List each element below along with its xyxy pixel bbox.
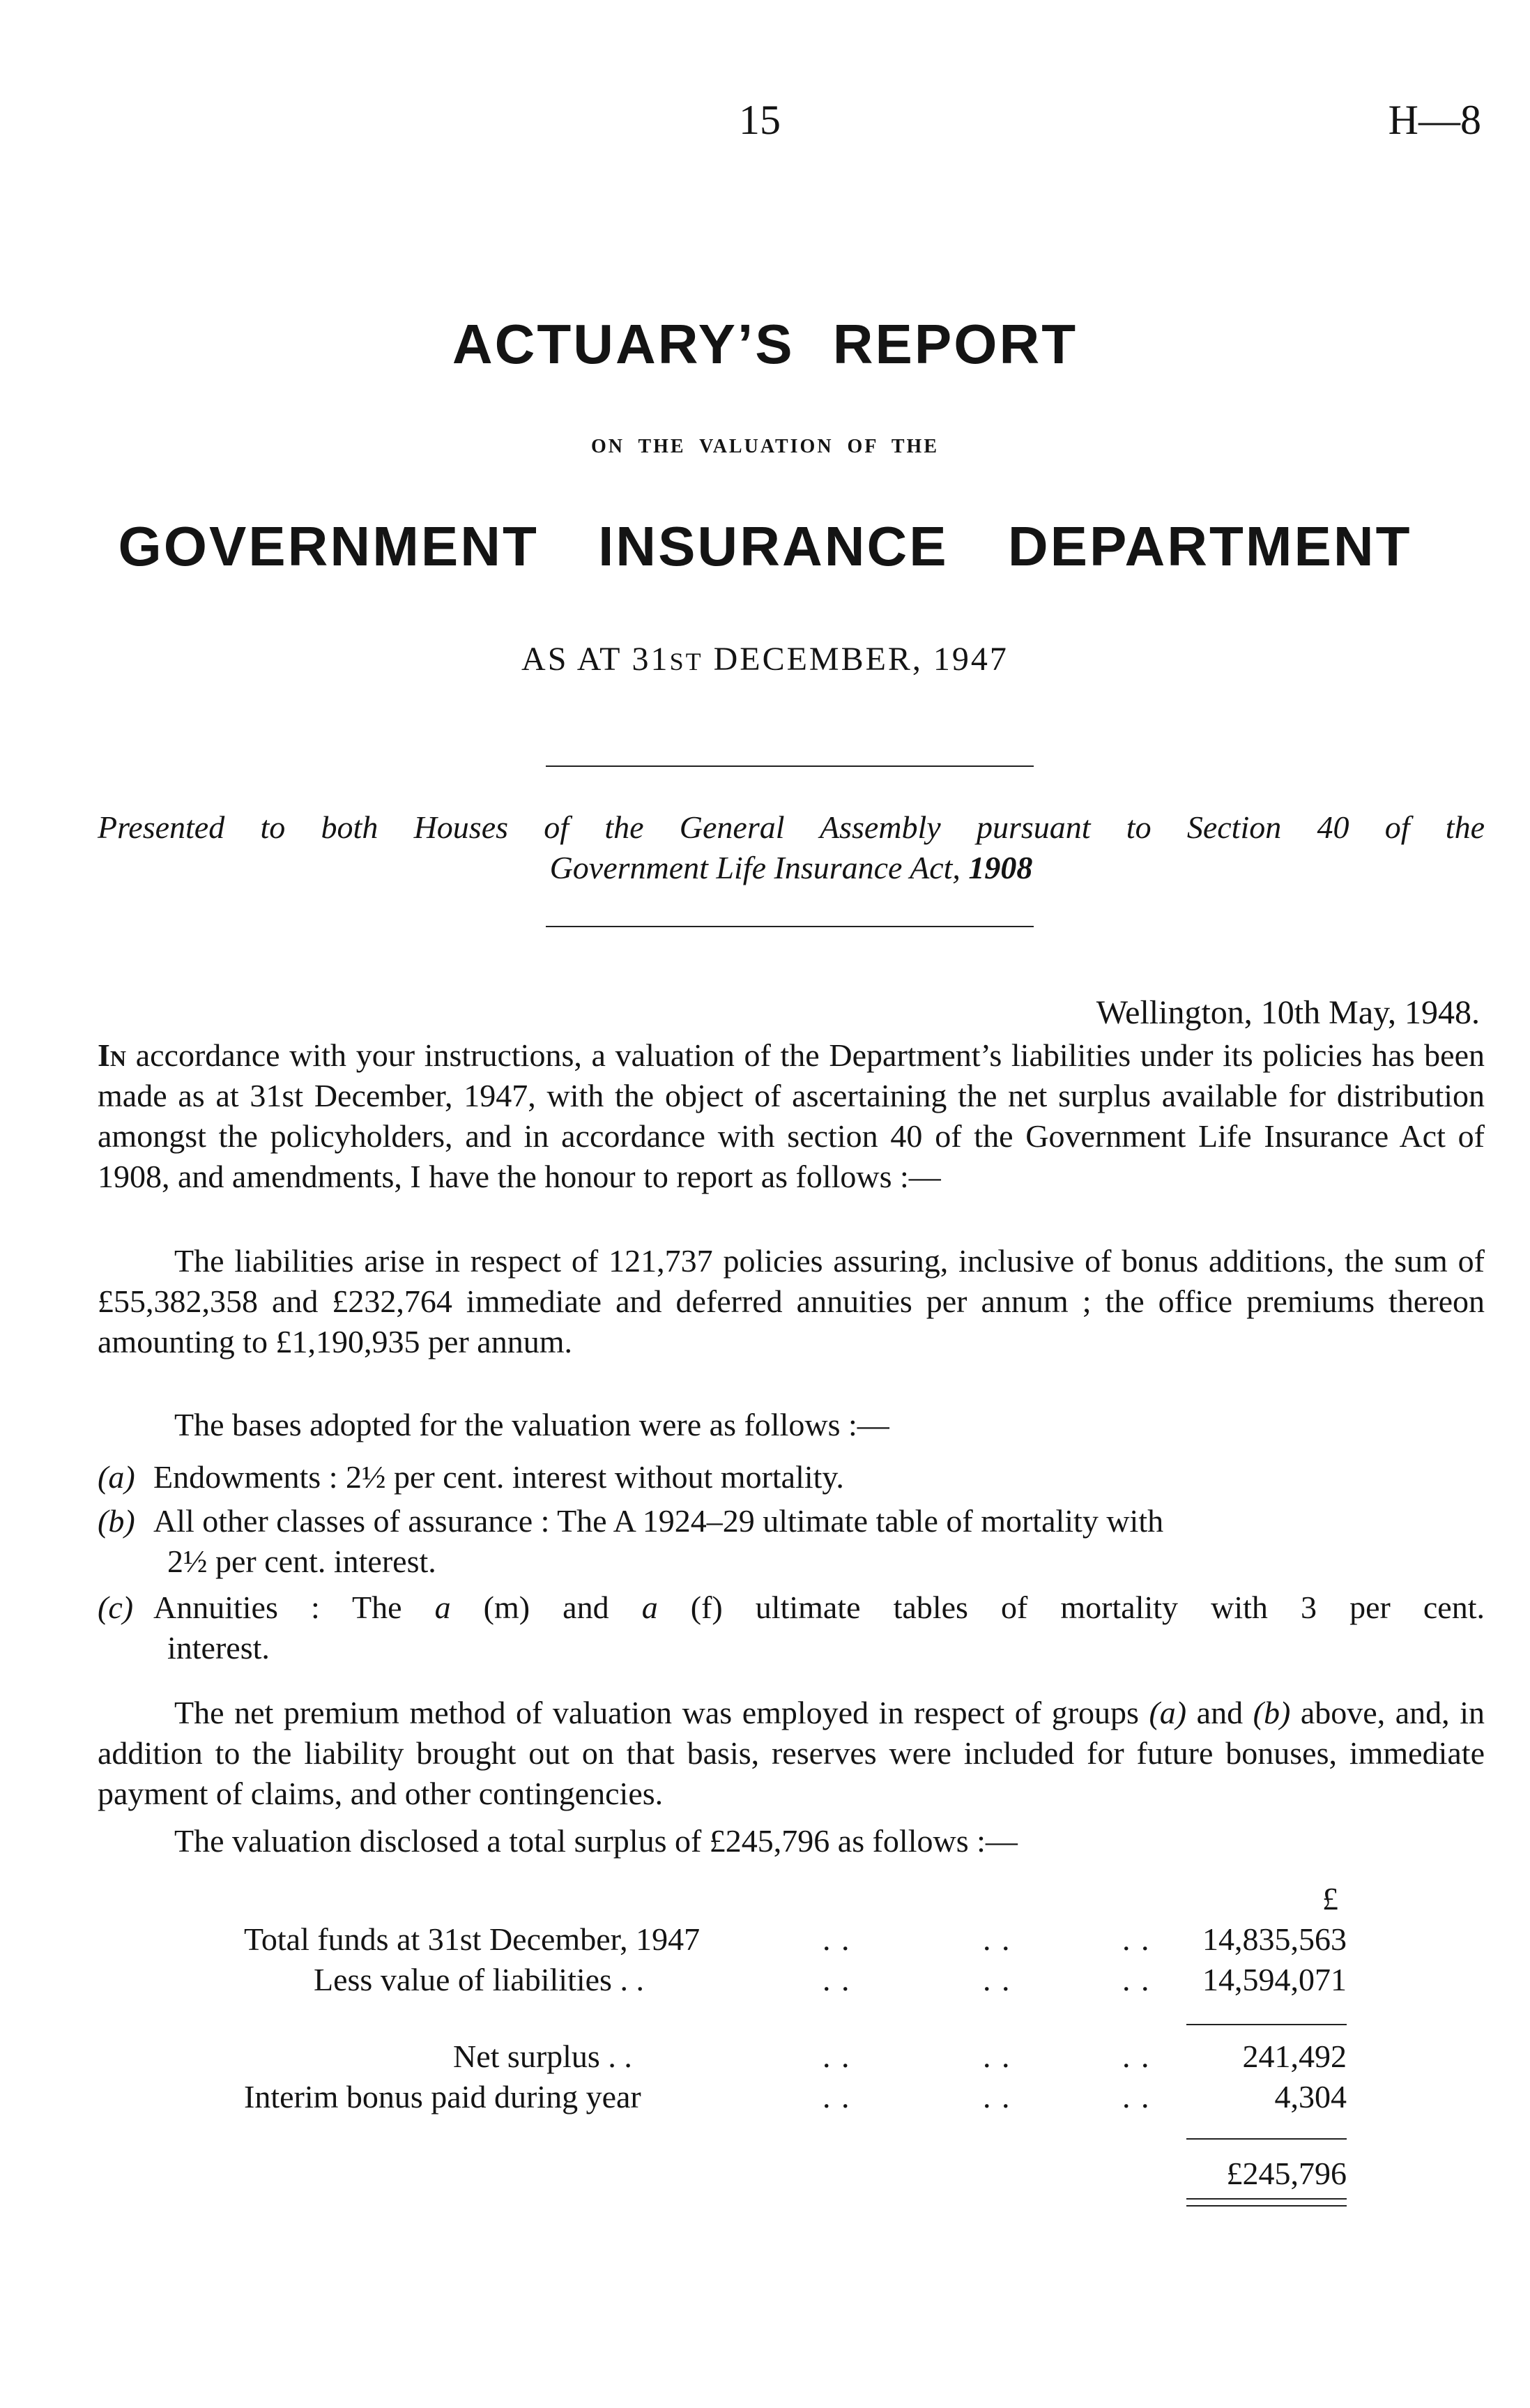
page-number: 15 bbox=[739, 97, 781, 143]
basis-item-a bbox=[98, 1457, 1485, 1498]
table-total-row bbox=[98, 2154, 1485, 2194]
presented-line-1: Presented to both Houses of the General Assembly pursuant to Section 40 of the bbox=[98, 809, 1485, 845]
group-ref-a: (a) bbox=[1149, 1695, 1187, 1730]
basis-text: Endowments : 2½ per cent. interest without mortality. bbox=[153, 1459, 844, 1495]
divider-top bbox=[546, 765, 1034, 767]
document-reference: H—8 bbox=[1388, 97, 1481, 143]
report-title: ACTUARY’S REPORT bbox=[452, 313, 1078, 375]
leader-dots: . . bbox=[983, 1921, 1011, 1957]
basis-label: (b) bbox=[98, 1503, 135, 1539]
presented-act-name: Government Life Insurance Act, bbox=[549, 850, 969, 885]
sum-rule-row bbox=[98, 2000, 1485, 2036]
basis-text-m: (m) and bbox=[450, 1590, 642, 1625]
method-text-1: The net premium method of valuation was employed in respect of groups bbox=[174, 1695, 1149, 1730]
row-amount: 4,304 bbox=[1274, 2079, 1347, 2114]
paragraph-lead-word: In bbox=[98, 1037, 127, 1073]
table-row bbox=[98, 1919, 1485, 1960]
paragraph-bases-intro: The bases adopted for the valuation were as follows :— bbox=[174, 1407, 889, 1442]
row-label: Net surplus . . bbox=[453, 2039, 632, 2074]
leader-dots: . . bbox=[823, 2079, 851, 2114]
row-label: Interim bonus paid during year bbox=[244, 2079, 641, 2114]
divider-bottom bbox=[546, 926, 1034, 927]
table-symbol-a: a bbox=[641, 1590, 658, 1625]
leader-dots: . . bbox=[823, 2039, 851, 2074]
total-amount: £245,796 bbox=[1226, 2156, 1347, 2191]
leader-dots: . . bbox=[823, 1962, 851, 1997]
paragraph-introduction-body: accordance with your instructions, a valuation of the Department’s liabilities under its policies has been made as at 31st December, 1947, with the object of ascertaining the net surplus available for distribution amongst the policyholders, and in accordance with section 40 of the Government Life Insurance Act of 1908, and amendments, I have the honour to report as follows :— bbox=[98, 1037, 1485, 1194]
double-rule-row bbox=[98, 2194, 1485, 2215]
basis-item-c bbox=[98, 1587, 1485, 1668]
presented-line-2 bbox=[98, 848, 1485, 888]
place-and-date: Wellington, 10th May, 1948. bbox=[1096, 994, 1480, 1031]
row-amount: 241,492 bbox=[1242, 2039, 1347, 2074]
leader-dots: . . bbox=[1122, 2079, 1151, 2114]
valuation-date-prefix: AS AT 31 bbox=[521, 641, 670, 678]
currency-header-row bbox=[98, 1879, 1485, 1919]
valuation-date-rest: DECEMBER, 1947 bbox=[703, 641, 1009, 678]
leader-dots: . . bbox=[1122, 2039, 1151, 2074]
presented-statement bbox=[98, 807, 1485, 888]
basis-text: Annuities : The bbox=[153, 1590, 435, 1625]
method-text-2: and bbox=[1186, 1695, 1253, 1730]
paragraph-liabilities: The liabilities arise in respect of 121,737 policies assuring, inclusive of bonus additions, the sum of £55,382,358 and £232,764 immediate and deferred annuities per annum ; the office premiums thereon amounting to £1,190,935 per annum. bbox=[98, 1243, 1485, 1359]
row-label: Less value of liabilities . . bbox=[314, 1962, 644, 1997]
basis-label: (a) bbox=[98, 1459, 135, 1495]
row-amount: 14,835,563 bbox=[1202, 1921, 1347, 1957]
basis-text-f: (f) ultimate tables of mortality with 3 per cent. bbox=[657, 1590, 1485, 1625]
leader-dots: . . bbox=[983, 1962, 1011, 1997]
basis-label: (c) bbox=[98, 1590, 134, 1625]
basis-text: All other classes of assurance : The A 1924–29 ultimate table of mortality with bbox=[153, 1503, 1164, 1539]
double-underline bbox=[1186, 2198, 1347, 2207]
paragraph-valuation-method bbox=[98, 1693, 1485, 1814]
paragraph-introduction bbox=[98, 1035, 1485, 1197]
leader-dots: . . bbox=[983, 2079, 1011, 2114]
table-row bbox=[98, 2036, 1485, 2077]
leader-dots: . . bbox=[1122, 1962, 1151, 1997]
group-ref-b: (b) bbox=[1253, 1695, 1291, 1730]
department-title: GOVERNMENT INSURANCE DEPARTMENT bbox=[118, 515, 1412, 577]
sum-rule-row bbox=[98, 2117, 1485, 2154]
row-label: Total funds at 31st December, 1947 bbox=[244, 1921, 701, 1957]
presented-act-year: 1908 bbox=[968, 850, 1033, 885]
table-row bbox=[98, 1960, 1485, 2000]
leader-dots: . . bbox=[983, 2039, 1011, 2074]
valuation-table bbox=[98, 1879, 1485, 2215]
subtotal-rule bbox=[1186, 2024, 1347, 2025]
currency-symbol: £ bbox=[1322, 1881, 1338, 1917]
table-symbol-a: a bbox=[434, 1590, 451, 1625]
total-rule bbox=[1186, 2138, 1347, 2140]
paragraph-surplus: The valuation disclosed a total surplus of £245,796 as follows :— bbox=[174, 1823, 1018, 1859]
row-amount: 14,594,071 bbox=[1202, 1962, 1347, 1997]
leader-dots: . . bbox=[823, 1921, 851, 1957]
leader-dots: . . bbox=[1122, 1921, 1151, 1957]
basis-item-b bbox=[98, 1501, 1485, 1582]
method-text-3: above, and, in addition to the liability brought out on that basis, reserves were included for future bonuses, immediate payment of claims, and other contingencies. bbox=[98, 1695, 1485, 1811]
report-subtitle: ON THE VALUATION OF THE bbox=[590, 436, 940, 457]
valuation-date-ordinal: ST bbox=[669, 648, 703, 676]
basis-text-continued: interest. bbox=[167, 1630, 270, 1666]
valuation-date bbox=[0, 640, 1530, 678]
basis-text-continued: 2½ per cent. interest. bbox=[167, 1544, 436, 1579]
table-row bbox=[98, 2077, 1485, 2117]
